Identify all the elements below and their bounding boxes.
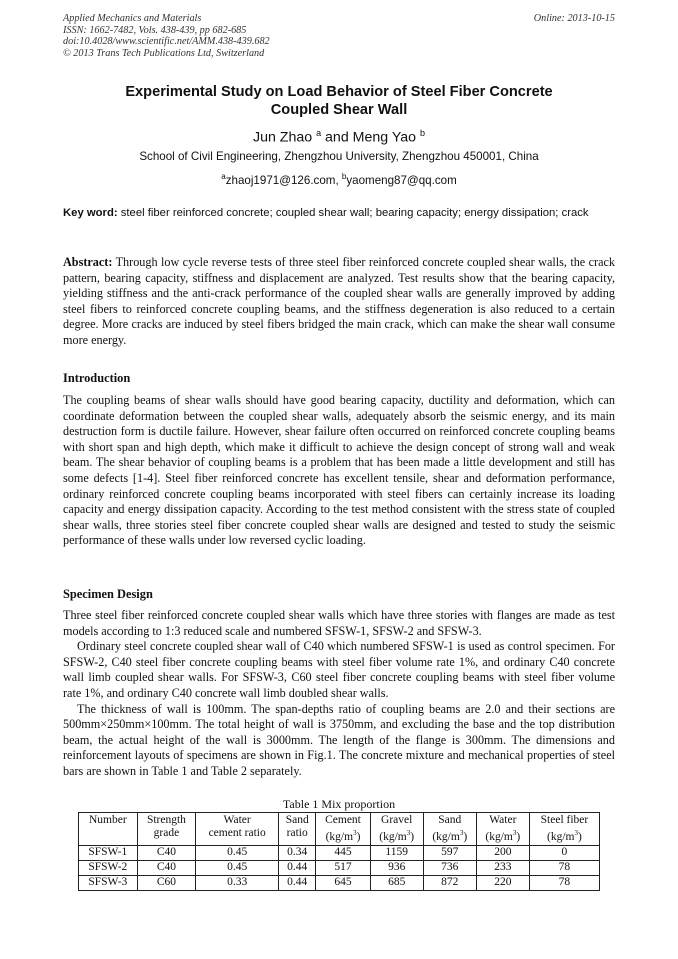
col-strength: Strength grade [137, 813, 196, 846]
col-gravel: Gravel $(kg/m^3)$ [370, 813, 423, 846]
author-1: Jun Zhao [252, 129, 313, 146]
author-1-sup: a [316, 128, 322, 138]
journal-name: Applied Mechanics and Materials [63, 13, 202, 24]
keywords-text: steel fiber reinforced concrete; coupled shear wall; bearing capacity; energy dissipation; crack [117, 207, 589, 219]
table-row: SFSW-3 C60 0.33 0.44 645 685 872 220 78 [79, 875, 600, 890]
mix-proportion-table [78, 812, 600, 891]
title-line-1: Experimental Study on Load Behavior of Steel Fiber Concrete [125, 84, 553, 100]
col-cement: Cement $(kg/m^3)$ [316, 813, 370, 846]
introduction-heading: Introduction [63, 371, 131, 385]
keywords [63, 206, 615, 221]
specimen-heading: Specimen Design [63, 587, 153, 601]
col-steel-fiber: Steel fiber $(kg/m^3)$ [529, 813, 599, 846]
author-2: Meng Yao [352, 129, 417, 146]
authors [63, 124, 615, 147]
table-row: SFSW-2 C40 0.45 0.44 517 936 736 233 78 [79, 860, 600, 875]
specimen-text [63, 608, 615, 780]
specimen-paragraph-2: Ordinary steel concrete coupled shear wall of C40 which numbered SFSW-1 is used as control specimen. For SFSW-2, C40 steel fiber concrete coupling beams with steel fiber volume rate 1%, and ordinary C40 concrete wall limb coupled shear walls. For SFSW-3, C60 steel fiber concrete coupling beams with steel fiber volume rate 1%, and ordinary C40 concrete wall limb doubled shear walls. [63, 639, 615, 700]
specimen-paragraph-1: Three steel fiber reinforced concrete coupled shear walls which have three stories with flanges are made as test models according to 1:3 reduced scale and numbered SFSW-1, SFSW-2 and SFSW-3. [63, 608, 615, 638]
affiliation: School of Civil Engineering, Zhengzhou University, Zhengzhou 450001, China [139, 150, 539, 163]
abstract-label: Abstract: [63, 255, 113, 269]
abstract-text: Through low cycle reverse tests of three steel fiber reinforced concrete coupled shear walls, the crack pattern, bearing capacity, stiffness and displacement are analyzed. Test results show that the bearing capacity, yielding stiffness and the anti-crack performance of the coupled shear walls are generally improved by adding steel fibers to reinforced concrete coupling beams, and the stiffness degeneration is also reduced to a certain degree. More cracks are induced by steel fibers bridged the main crack, which can make the shear wall consume more energy. [63, 255, 615, 347]
col-number: Number [79, 813, 138, 846]
keywords-label: Key word: [63, 207, 118, 219]
journal-doi: doi:10.4028/www.scientific.net/AMM.438-439.682 [63, 36, 270, 48]
table-header-row [79, 813, 600, 846]
journal-issn: ISSN: 1662-7482, Vols. 438-439, pp 682-685 [63, 24, 247, 36]
col-sand-ratio: Sand ratio [279, 813, 316, 846]
email-b: yaomeng87@qq.com [346, 173, 457, 187]
journal-copyright: © 2013 Trans Tech Publications Ltd, Switzerland [63, 47, 265, 59]
col-water-cement: Water cement ratio [196, 813, 279, 846]
col-sand: Sand $(kg/m^3)$ [423, 813, 476, 846]
email-b-sup: b [341, 172, 347, 181]
paper-title [63, 83, 615, 119]
specimen-paragraph-3: The thickness of wall is 100mm. The span-depths ratio of coupling beams are 2.0 and their sections are 500mm×250mm×100mm. The total height of wall is 3750mm, and excluding the base and the top distribution beam, the actual height of the wall is 3000mm. The length of the flange is 300mm. The dimensions and reinforcement layouts of specimens are shown in Fig.1. The concrete mixture and mechanical properties of steel bars are shown in Table 1 and Table 2 separately. [63, 701, 615, 778]
author-conj: and [325, 129, 349, 146]
author-emails [63, 170, 615, 188]
table-caption: Table 1 Mix proportion [282, 797, 396, 811]
introduction-text: The coupling beams of shear walls should have good bearing capacity, ductility and deformation, which can coordinate deformation between the coupled shear walls, adequately absorb the seismic energy, and its main destruction form is ductile failure. However, shear failure often occurred on reinforced concrete coupling beams with short span and high depth, which make it difficult to achieve the design concept of strong wall and weak beam. The shear behavior of coupling beams is a problem that has been made a little development and still has some defects [1-4]. Steel fiber reinforced concrete has excellent tensile, shear and deformation performance, ordinary reinforced concrete coupling beams incorporated with steel fibers can certainly increase its loading capacity and energy dissipation capacity. According to the test method consistent with the stress state of coupled shear walls, three stories steel fiber concrete coupled shear walls are designed and tested to study the seismic performance of these walls under low reversed cyclic loading. [63, 393, 615, 548]
title-line-2: Coupled Shear Wall [270, 102, 408, 118]
email-a-sup: a [221, 172, 226, 181]
table-row: SFSW-1 C40 0.45 0.34 445 1159 597 200 0 [79, 845, 600, 860]
journal-header [63, 13, 615, 59]
email-a: zhaoj1971@126.com, [225, 173, 342, 187]
abstract [63, 255, 615, 349]
author-2-sup: b [420, 128, 426, 138]
online-date: Online: 2013-10-15 [533, 13, 615, 24]
col-water: Water $(kg/m^3)$ [476, 813, 529, 846]
